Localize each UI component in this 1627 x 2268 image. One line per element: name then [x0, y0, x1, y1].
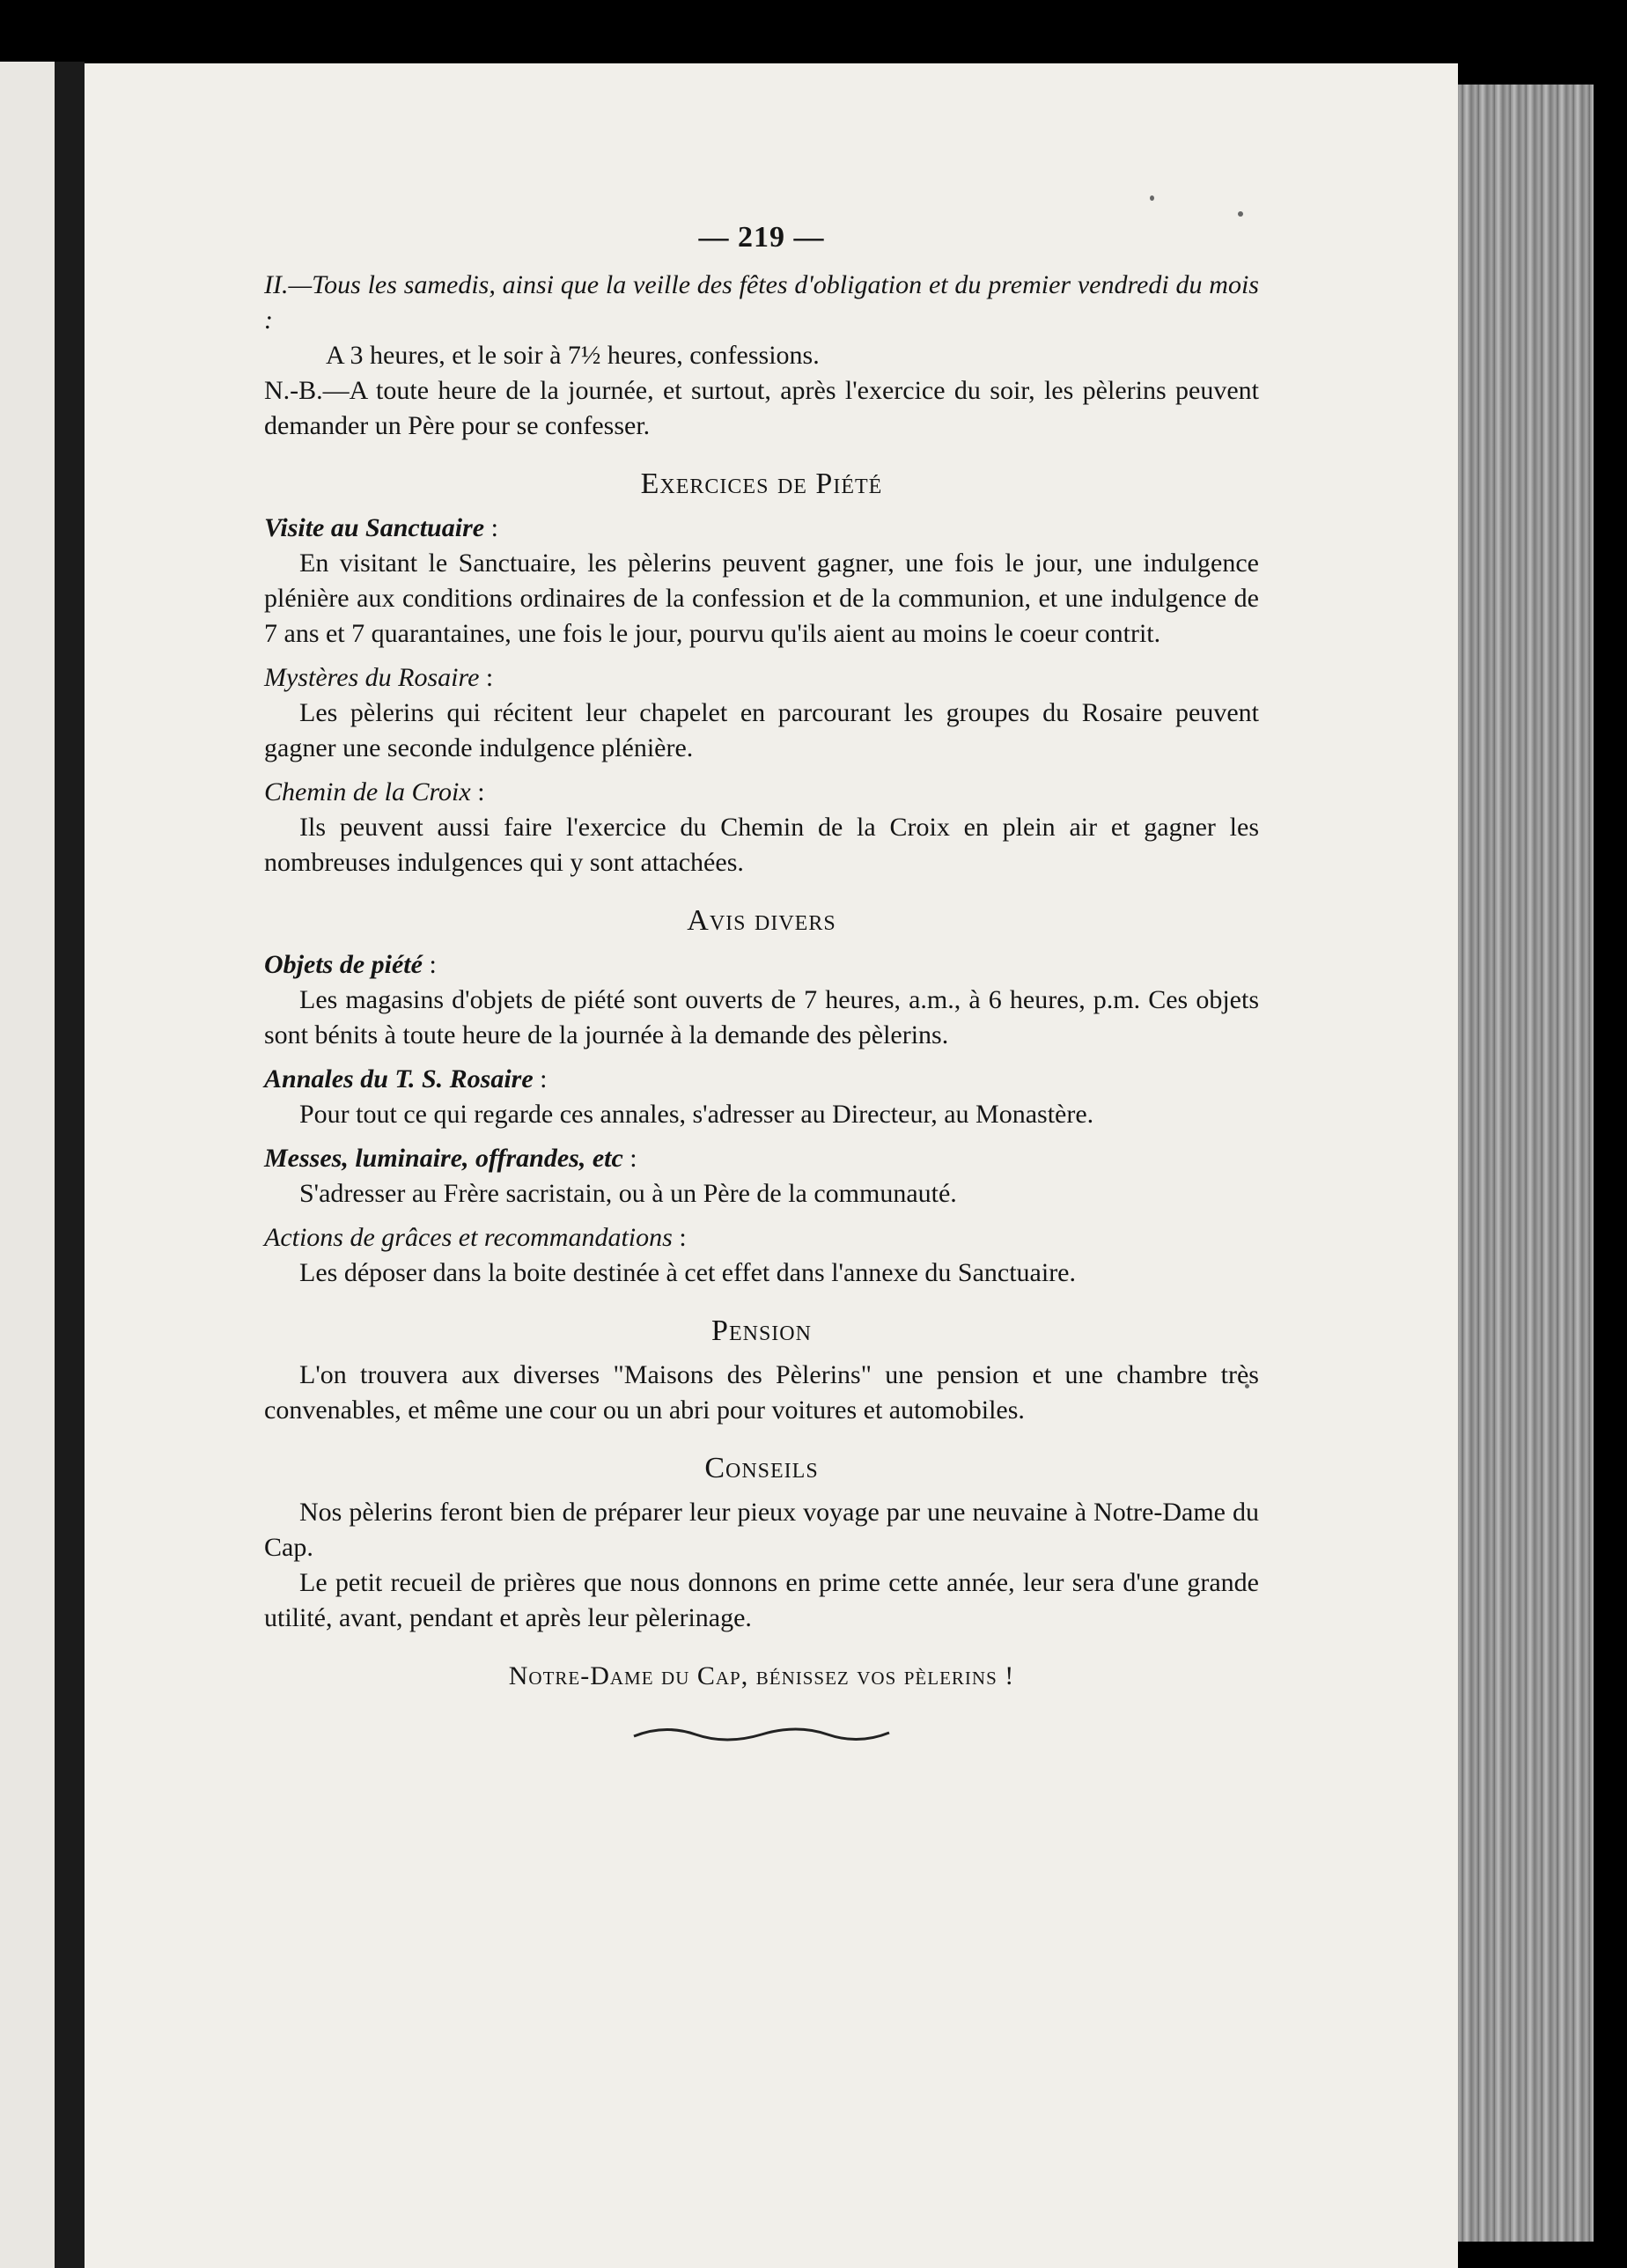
paragraph-messes: S'adresser au Frère sacristain, ou à un Père de la communauté.	[299, 1179, 957, 1208]
label-objets-text: Objets de piété	[264, 950, 423, 979]
label-colon: :	[622, 1144, 637, 1173]
label-annales	[264, 1062, 1259, 1097]
confession-times: A 3 heures, et le soir à 7½ heures, confessions.	[326, 341, 820, 370]
page-stack-edges	[1444, 85, 1597, 2242]
label-mysteres-text: Mystères du Rosaire	[264, 663, 480, 692]
paragraph-pension: L'on trouvera aux diverses "Maisons des Pèlerins" une pension et une chambre très convenables, et même une cour ou un abri pour voitures et automobiles.	[264, 1360, 1259, 1425]
label-colon: :	[672, 1223, 687, 1252]
nota-bene	[264, 373, 1259, 444]
previous-page-strip	[0, 62, 55, 2268]
label-annales-text: Annales du T. S. Rosaire	[264, 1064, 534, 1094]
paragraph-visite: En visitant le Sanctuaire, les pèlerins peuvent gagner, une fois le jour, une indulgence plénière aux conditions ordinaires de la confession et de la communion, et une indulgence de 7 ans et 7 quarantaines, une fois le jour, pourvu qu'ils aient au moins le coeur contrit.	[264, 549, 1259, 648]
speck	[1238, 211, 1243, 217]
nota-bene-text: A toute heure de la journée, et surtout, après l'exercice du soir, les pèlerins peuvent demander un Père pour se confesser.	[264, 376, 1259, 440]
label-colon: :	[479, 663, 494, 692]
label-colon: :	[484, 513, 498, 542]
paragraph-conseils-1: Nos pèlerins feront bien de préparer leur pieux voyage par une neuvaine à Notre-Dame du Cap.	[264, 1498, 1259, 1562]
paragraph-conseils-2: Le petit recueil de prières que nous donnons en prime cette année, leur sera d'une grande utilité, avant, pendant et après leur pèlerinage.	[264, 1568, 1259, 1632]
paragraph-chemin: Ils peuvent aussi faire l'exercice du Chemin de la Croix en plein air et gagner les nombreuses indulgences qui y sont attachées.	[264, 813, 1259, 877]
label-messes-text: Messes, luminaire, offrandes, etc	[264, 1144, 623, 1173]
label-visite	[264, 511, 1259, 546]
label-colon: :	[470, 777, 485, 806]
label-mysteres	[264, 660, 1259, 696]
label-messes	[264, 1141, 1259, 1176]
speck	[1150, 195, 1154, 201]
page-number: — 219 —	[698, 221, 825, 254]
label-visite-text: Visite au Sanctuaire	[264, 513, 485, 542]
label-chemin	[264, 775, 1259, 810]
label-actions-text: Actions de grâces et recommandations	[264, 1223, 673, 1252]
section-heading-pension: Pension	[711, 1314, 812, 1347]
section-heading-avis: Avis divers	[687, 904, 836, 937]
label-actions	[264, 1220, 1259, 1256]
wave-ornament-icon	[629, 1720, 894, 1747]
paragraph-objets: Les magasins d'objets de piété sont ouverts de 7 heures, a.m., à 6 heures, p.m. Ces objets sont bénits à toute heure de la journée à la demande des pèlerins.	[264, 985, 1259, 1049]
label-colon: :	[422, 950, 437, 979]
label-colon: :	[533, 1064, 548, 1094]
paragraph-actions: Les déposer dans la boite destinée à cet effet dans l'annexe du Sanctuaire.	[299, 1258, 1076, 1287]
nota-bene-lead: N.-B.—	[264, 376, 350, 405]
paragraph-mysteres: Les pèlerins qui récitent leur chapelet en parcourant les groupes du Rosaire peuvent gagner une seconde indulgence plénière.	[264, 698, 1259, 762]
binding-gutter	[55, 62, 85, 2268]
section-heading-exercices: Exercices de Piété	[640, 468, 883, 500]
confession-schedule-heading: II.—Tous les samedis, ainsi que la veille des fêtes d'obligation et du premier vendredi du mois :	[264, 270, 1259, 335]
scan-border	[1594, 0, 1627, 2268]
label-chemin-text: Chemin de la Croix	[264, 777, 471, 806]
label-objets	[264, 947, 1259, 983]
section-heading-conseils: Conseils	[704, 1452, 819, 1484]
closing-invocation: Notre-Dame du Cap, bénissez vos pèlerins !	[508, 1661, 1015, 1690]
paragraph-annales: Pour tout ce qui regarde ces annales, s'adresser au Directeur, au Monastère.	[299, 1100, 1094, 1129]
page-content	[264, 220, 1259, 1747]
